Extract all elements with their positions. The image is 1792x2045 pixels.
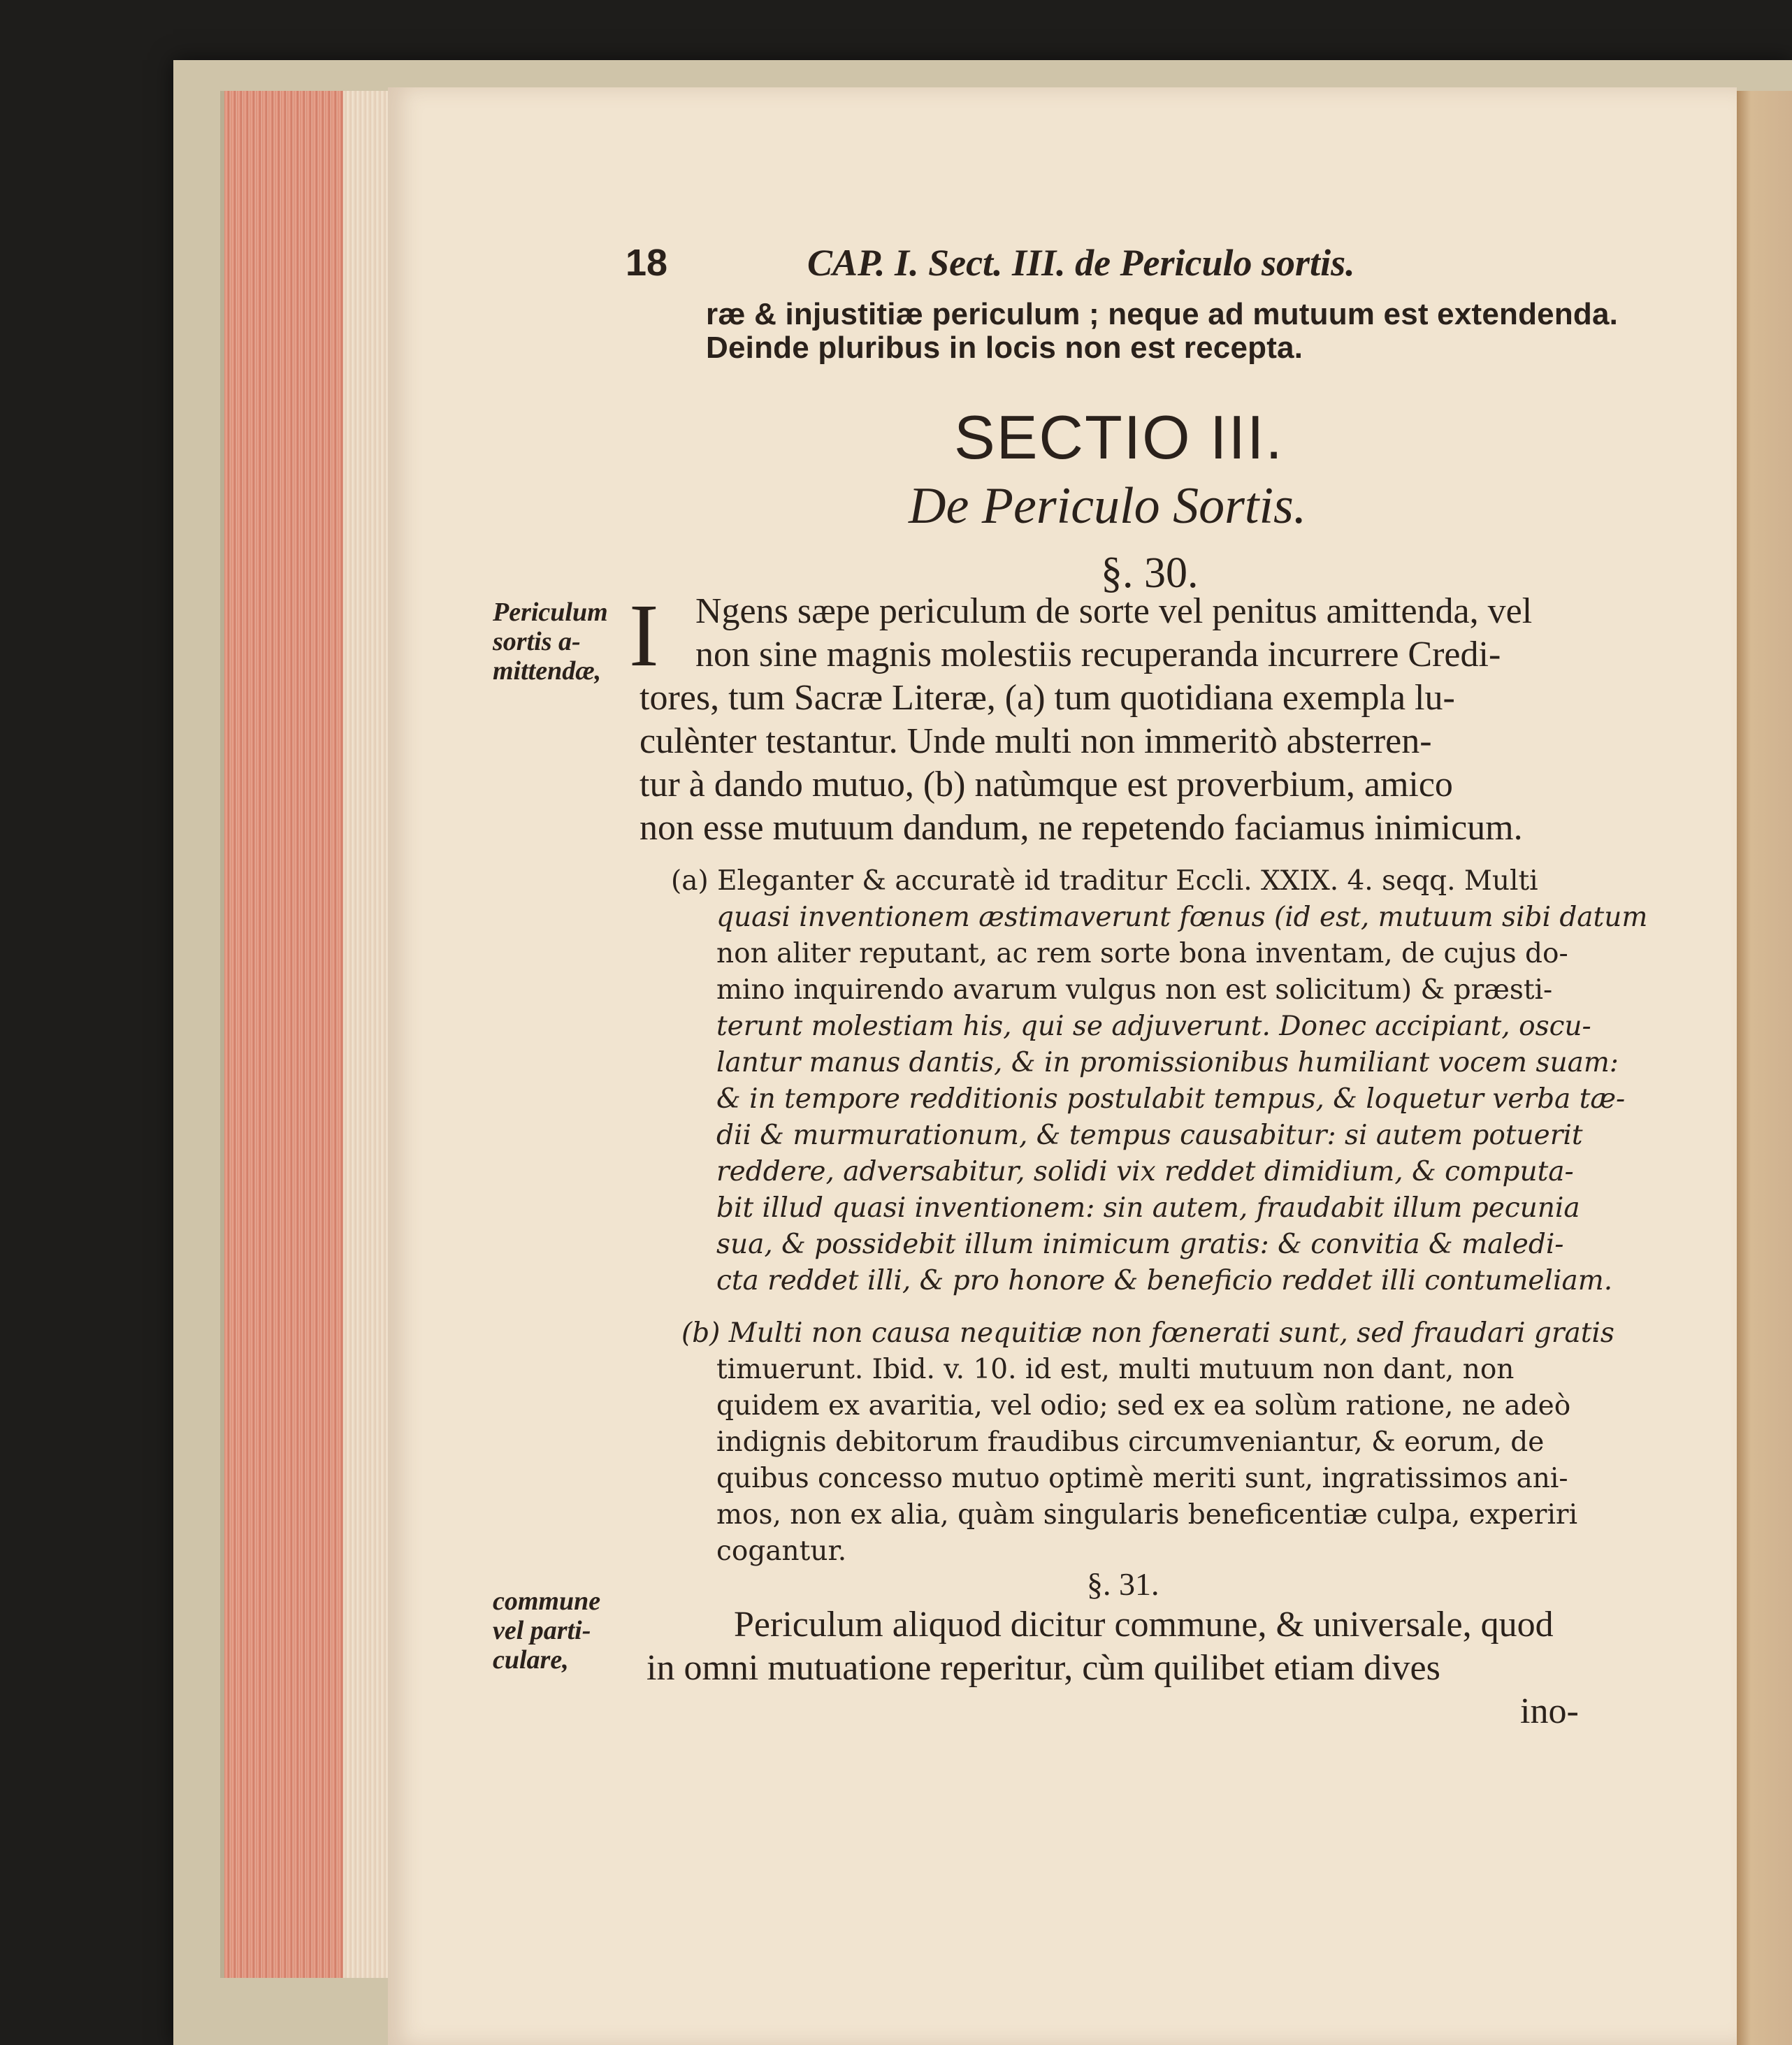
page-edges — [220, 91, 392, 1978]
drop-cap: I — [629, 586, 659, 685]
page-edges-inner — [343, 91, 392, 1978]
footnote-line: mos, non ex alia, quàm singularis beneficentiæ culpa, experiri — [716, 1499, 1578, 1531]
footnote-line: & in tempore redditionis postulabit tempus, & loquetur verba tæ- — [716, 1083, 1626, 1115]
running-title: CAP. I. Sect. III. de Periculo sortis. — [807, 242, 1355, 284]
body-line: tur à dando mutuo, (b) natùmque est proverbium, amico — [640, 765, 1453, 804]
page-number: 18 — [626, 242, 668, 284]
catchword: ino- — [1520, 1691, 1579, 1731]
running-header — [626, 241, 1355, 284]
body-line: tores, tum Sacræ Literæ, (a) tum quotidiana exempla lu- — [640, 678, 1455, 718]
footnote-line: sua, & possidebit illum inimicum gratis: & convitia & maledi- — [716, 1229, 1564, 1260]
footnote-line: mino inquirendo avarum vulgus non est solicitum) & præsti- — [716, 974, 1553, 1006]
footnote-line: timuerunt. Ibid. v. 10. id est, multi mutuum non dant, non — [716, 1354, 1515, 1385]
paragraph-number: §. 30. — [1101, 549, 1199, 597]
carryover-line: ræ & injustitiæ periculum ; neque ad mutuum est extendenda. — [706, 297, 1619, 331]
footnote-line: indignis debitorum fraudibus circumveniantur, & eorum, de — [716, 1426, 1545, 1458]
margin-note — [493, 598, 608, 686]
body-line: Ngens sæpe periculum de sorte vel penitus amittenda, vel — [695, 591, 1533, 631]
carryover-line: Deinde pluribus in locis non est recepta. — [706, 331, 1303, 365]
footnote-line: quidem ex avaritia, vel odio; sed ex ea solùm ratione, ne adeò — [716, 1390, 1571, 1422]
body-line: culènter testantur. Unde multi non immeritò absterren- — [640, 721, 1432, 761]
footnote-line: (b) Multi non causa nequitiæ non fœnerati sunt, sed fraudari gratis — [681, 1317, 1614, 1349]
margin-note-line: mittendæ, — [493, 656, 602, 686]
body-line: in omni mutuatione reperitur, cùm quilibet etiam dives — [646, 1648, 1440, 1688]
footnote-line: terunt molestiam his, qui se adjuverunt. Donec accipiant, oscu- — [716, 1011, 1591, 1042]
footnote-line: (a) Eleganter & accuratè id traditur Eccli. XXIX. 4. seqq. Multi — [671, 865, 1538, 897]
body-line: non sine magnis molestiis recuperanda incurrere Credi- — [695, 635, 1501, 674]
section-heading: SECTIO III. — [954, 403, 1284, 472]
margin-note-line: Periculum — [493, 598, 608, 627]
paragraph-number: §. 31. — [1087, 1566, 1159, 1602]
margin-note-line: sortis a- — [493, 627, 581, 656]
book-gutter — [1737, 91, 1792, 2045]
body-line: Periculum aliquod dicitur commune, & universale, quod — [734, 1605, 1554, 1645]
footnote-line: quasi inventionem æstimaverunt fœnus (id est, mutuum sibi datum — [716, 902, 1648, 933]
footnote-line: lantur manus dantis, & in promissionibus humiliant vocem suam: — [716, 1047, 1619, 1078]
footnote-line: reddere, adversabitur, solidi vix reddet dimidium, & computa- — [716, 1156, 1574, 1187]
margin-note-line: vel parti- — [493, 1616, 591, 1645]
margin-note-line: culare, — [493, 1645, 569, 1675]
footnote-line: quibus concesso mutuo optimè meriti sunt, ingratissimos ani- — [716, 1463, 1568, 1494]
footnote-line: cta reddet illi, & pro honore & beneficio reddet illi contumeliam. — [716, 1265, 1613, 1296]
margin-note — [493, 1587, 600, 1675]
footnote-line: bit illud quasi inventionem: sin autem, fraudabit illum pecunia — [716, 1192, 1580, 1224]
margin-note-line: commune — [493, 1587, 601, 1616]
body-line: non esse mutuum dandum, ne repetendo faciamus inimicum. — [640, 808, 1523, 848]
footnote-line: non aliter reputant, ac rem sorte bona inventam, de cujus do- — [716, 938, 1568, 969]
footnote-line: cogantur. — [716, 1535, 847, 1567]
footnote-line: dii & murmurationum, & tempus causabitur: si autem potuerit — [716, 1120, 1583, 1151]
section-subtitle: De Periculo Sortis. — [909, 477, 1307, 535]
